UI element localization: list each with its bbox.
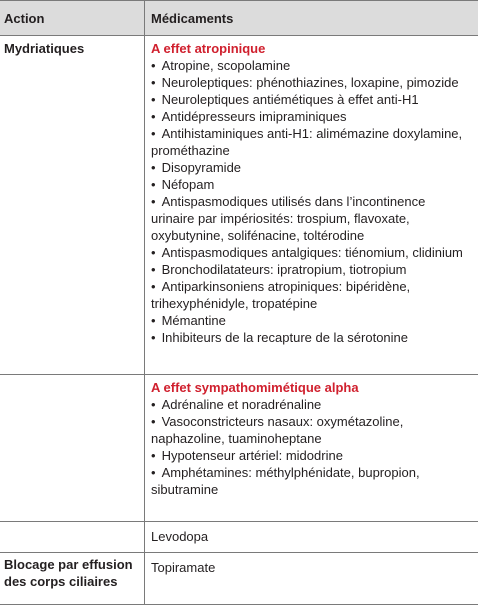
table-row — [0, 522, 478, 553]
list-item-text: Antispasmodiques antalgiques: tiénomium, clidinium — [161, 245, 463, 260]
bullet-icon: • — [151, 194, 156, 209]
list-item-text: Amphétamines: méthylphénidate, bupropion, sibutramine — [151, 465, 420, 497]
list-item-text: Mémantine — [161, 313, 226, 328]
medicaments-cell: Levodopa — [145, 522, 479, 553]
list-item-text: Vasoconstricteurs nasaux: oxymétazoline, naphazoline, tuaminoheptane — [151, 414, 404, 446]
list-item — [151, 312, 472, 329]
medicaments-cell — [145, 375, 479, 522]
list-item — [151, 108, 472, 125]
section-title: A effet atropinique — [151, 41, 266, 56]
bullet-icon: • — [151, 245, 156, 260]
list-item — [151, 193, 472, 244]
header-medicaments: Médicaments — [145, 1, 479, 36]
bullet-icon: • — [151, 126, 156, 141]
list-item-text: Disopyramide — [161, 160, 242, 175]
bullet-icon: • — [151, 177, 156, 192]
list-item — [151, 464, 472, 498]
action-cell: Mydriatiques — [0, 36, 145, 375]
bullet-icon: • — [151, 330, 156, 345]
bullet-icon: • — [151, 262, 156, 277]
action-cell — [0, 375, 145, 522]
bullet-icon: • — [151, 109, 156, 124]
list-item-text: Antiparkinsoniens atropiniques: bipéridène, trihexyphénidyle, tropatépine — [151, 279, 411, 311]
medicaments-cell: Topiramate — [145, 553, 479, 605]
list-item — [151, 91, 472, 108]
list-item-text: Néfopam — [161, 177, 215, 192]
list-item-text: Antihistaminiques anti-H1: alimémazine doxylamine, prométhazine — [151, 126, 463, 158]
drug-list — [151, 396, 472, 498]
list-item — [151, 278, 472, 312]
bullet-icon: • — [151, 465, 156, 480]
list-item — [151, 125, 472, 159]
list-item — [151, 413, 472, 447]
drug-list — [151, 57, 472, 346]
list-item — [151, 159, 472, 176]
bullet-icon: • — [151, 160, 156, 175]
list-item-text: Inhibiteurs de la recapture de la sérotonine — [161, 330, 408, 345]
action-cell — [0, 522, 145, 553]
list-item-text: Bronchodilatateurs: ipratropium, tiotropium — [161, 262, 407, 277]
table-row — [0, 553, 478, 605]
bullet-icon: • — [151, 448, 156, 463]
table-row — [0, 375, 478, 522]
bullet-icon: • — [151, 92, 156, 107]
header-row — [0, 1, 478, 36]
list-item-text: Antidépresseurs imipraminiques — [161, 109, 347, 124]
table-row — [0, 36, 478, 375]
list-item — [151, 329, 472, 346]
list-item-text: Hypotenseur artériel: midodrine — [161, 448, 343, 463]
list-item-text: Antispasmodiques utilisés dans l’incontinence urinaire par impériosités: trospium, flavoxate, oxybutynine, solifénacine, toltérodine — [151, 194, 426, 243]
list-item-text: Adrénaline et noradrénaline — [161, 397, 322, 412]
list-item-text: Neuroleptiques antiémétiques à effet anti-H1 — [161, 92, 419, 107]
bullet-icon: • — [151, 75, 156, 90]
section-title: A effet sympathomimétique alpha — [151, 380, 359, 395]
medicaments-cell — [145, 36, 479, 375]
header-action: Action — [0, 1, 145, 36]
list-item — [151, 261, 472, 278]
action-cell: Blocage par effusion des corps ciliaires — [0, 553, 145, 605]
list-item-text: Atropine, scopolamine — [161, 58, 291, 73]
bullet-icon: • — [151, 279, 156, 294]
list-item — [151, 447, 472, 464]
list-item — [151, 396, 472, 413]
bullet-icon: • — [151, 58, 156, 73]
bullet-icon: • — [151, 313, 156, 328]
list-item — [151, 74, 472, 91]
list-item — [151, 244, 472, 261]
bullet-icon: • — [151, 397, 156, 412]
list-item-text: Neuroleptiques: phénothiazines, loxapine, pimozide — [161, 75, 459, 90]
list-item — [151, 176, 472, 193]
list-item — [151, 57, 472, 74]
bullet-icon: • — [151, 414, 156, 429]
